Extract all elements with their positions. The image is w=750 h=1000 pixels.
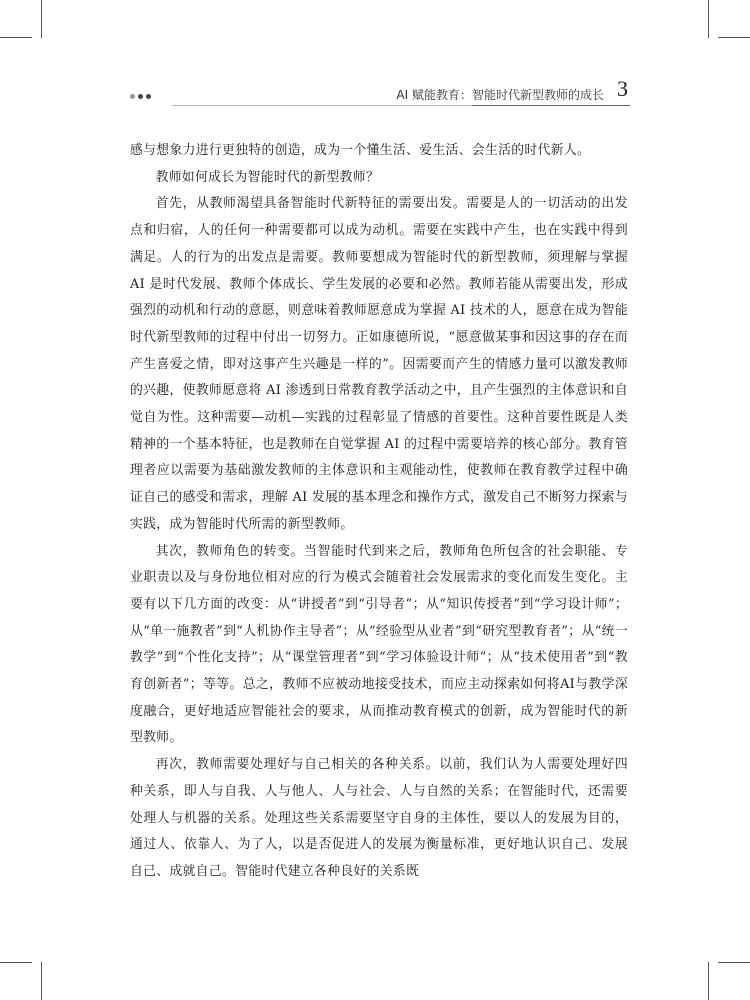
paragraph: 再次，教师需要处理好与自己相关的各种关系。以前，我们认为人需要处理好四种关系，即人与自我、人与他人、人与社会、人与自然的关系；在智能时代，还需要处理人与机器的关系。处理这些关系需要坚守自身的主体性，要以人的发展为目的，通过人、依靠人、为了人，以是否促进人的发展为衡量标准，更好地认识自己、发展自己、成就自己。智能时代建立各种良好的关系既 [130,757,628,879]
paragraph: 教师如何成长为智能时代的新型教师？ [155,169,380,185]
crop-mark-bottom-right-h [718,962,750,963]
body-text [130,138,628,886]
crop-mark-bottom-right-v [708,962,709,1000]
page-header [130,78,630,108]
dot-icon [138,94,143,99]
paragraph: 首先，从教师渴望具备智能时代新特征的需要出发。需要是人的一切活动的出发点和归宿，人的任何一种需要都可以成为动机。需要在实践中产生，也在实践中得到满足。人的行为的出发点是需要。教师要想成为智能时代的新型教师，须理解与掌握 AI 是时代发展、教师个体成长、学生发展的必要和必然。教师若能从需要出发，形成强烈的动机和行动的意愿，则意味着教师愿意成为掌握 AI 技术的人，愿意在成为智能时代新型教师的过程中付出一切努力。正如康德所说，“愿意做某事和因这事的存在而产生喜爱之情，即对这事产生兴趣是一样的”。因需要而产生的情感力量可以激发教师的兴趣，使教师愿意将 AI 渗透到日常教育教学活动之中，且产生强烈的主体意识和自觉自为性。这种需要—动机—实践的过程彰显了情感的首要性。这种首要性既是人类精神的一个基本特征，也是教师在自觉掌握 AI 的过程中需要培养的核心部分。教育管理者应以需要为基础激发教师的主体意识和主观能动性，使教师在教育教学过程中确证自己的感受和需求，理解 AI 发展的基本理念和操作方式，激发自己不断努力探索与实践，成为智能时代所需的新型教师。 [130,196,628,532]
header-rule-right [472,105,630,106]
crop-mark-top-left-h [0,37,32,38]
crop-mark-bottom-left-h [0,962,32,963]
dot-icon [146,94,151,99]
crop-mark-top-right-v [708,0,709,38]
crop-mark-top-right-h [718,37,750,38]
crop-mark-top-left-v [41,0,42,38]
header-rule-left [172,105,472,106]
page-number: 3 [617,76,628,101]
paragraph: 感与想象力进行更独特的创造，成为一个懂生活、爱生活、会生活的时代新人。 [130,143,591,158]
paragraph: 其次，教师角色的转变。当智能时代到来之后，教师角色所包含的社会职能、专业职责以及与身份地位相对应的行为模式会随着社会发展需求的变化而发生变化。主要有以下几方面的改变：从“讲授者”到“引导者”；从“知识传授者”到“学习设计师”；从“单一施教者”到“人机协作主导者”；从“经验型从业者”到“研究型教育者”；从“统一教学”到“个性化支持”；从“课堂管理者”到“学习体验设计师”；从“技术使用者”到“教育创新者”；等等。总之，教师不应被动地接受技术，而应主动探索如何将AI与教学深度融合，更好地适应智能社会的要求，从而推动教育模式的创新，成为智能时代的新型教师。 [130,543,628,746]
running-title: AI 赋能教育：智能时代新型教师的成长 [396,88,604,102]
dot-icon [130,94,135,99]
crop-mark-bottom-left-v [41,962,42,1000]
header-dots-icon [130,94,151,99]
